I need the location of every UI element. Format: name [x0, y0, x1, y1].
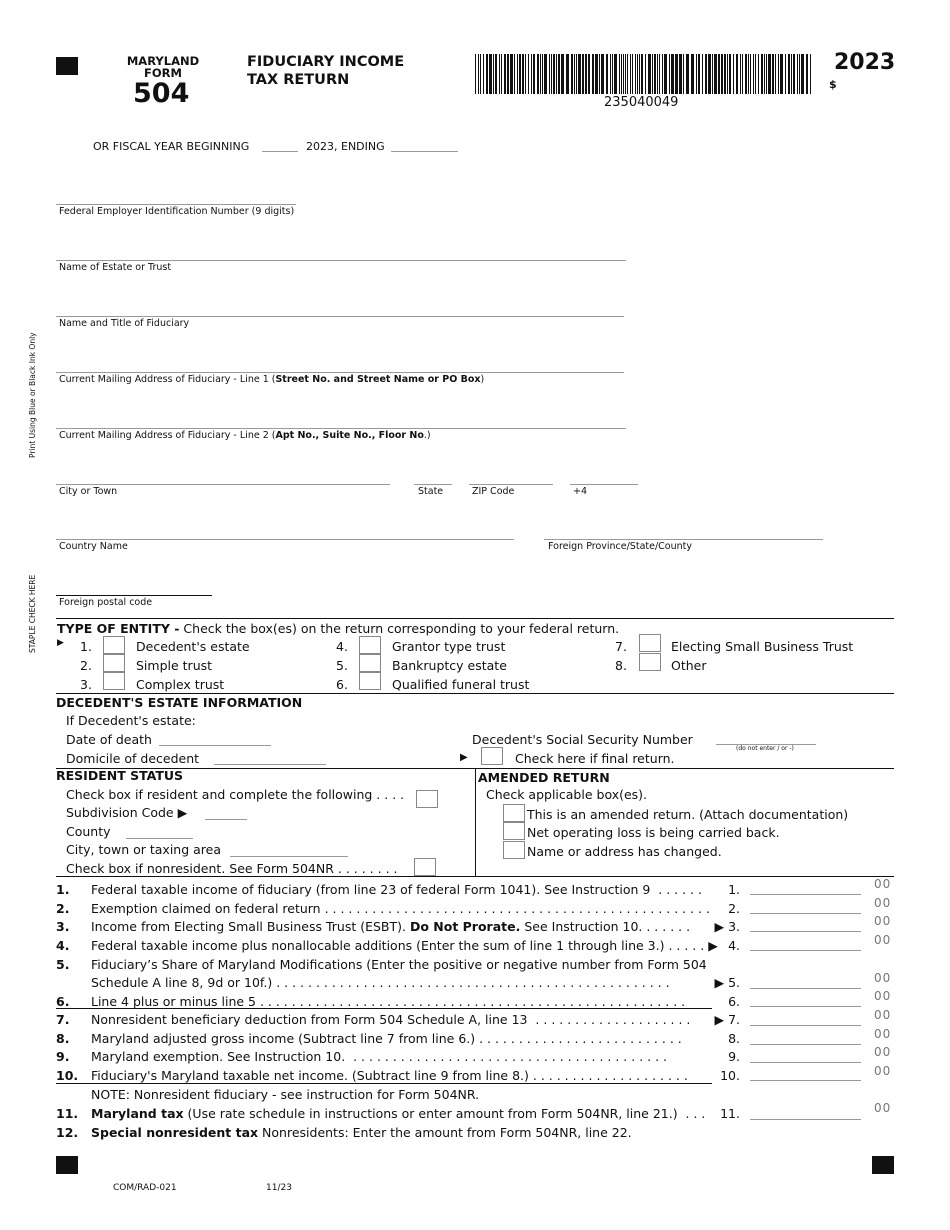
barcode-bar	[619, 54, 620, 94]
line-9-number: 9.	[56, 1049, 70, 1064]
line-2-text: Exemption claimed on federal return . . . . . . . . . . . . . . . . . . . . . . . . . . . . . . . . . . . . . . . . . . . . . . . . .	[91, 901, 711, 916]
barcode-bar	[625, 54, 626, 94]
name-address-changed-label: Name or address has changed.	[527, 844, 722, 859]
line-7-amount-field[interactable]	[750, 1025, 861, 1026]
barcode-bar	[669, 54, 670, 94]
line-1-ref: 1.	[728, 882, 740, 897]
entity-num-5: 5.	[336, 658, 348, 673]
line-6-ref: 6.	[728, 994, 740, 1009]
barcode-bar	[645, 54, 646, 94]
barcode-bar	[571, 54, 573, 94]
fiduciary-name-label: Name and Title of Fiduciary	[59, 318, 190, 329]
fiduciary-name-field[interactable]	[56, 316, 624, 317]
subdivision-code-field[interactable]	[205, 819, 247, 820]
barcode-bar	[531, 54, 532, 94]
decedent-if-estate: If Decedent's estate:	[66, 713, 196, 728]
line-7-ref: ▶ 7.	[714, 1012, 740, 1027]
name-address-changed-checkbox[interactable]	[503, 841, 525, 859]
line-10-text: Fiduciary's Maryland taxable net income. (Subtract line 9 from line 8.) . . . . . . . . . . . . . . . . . . . .	[91, 1068, 688, 1083]
line-6-number: 6.	[56, 994, 70, 1009]
barcode-bar	[612, 54, 613, 94]
line-1-text: Federal taxable income of fiduciary (from line 23 of federal Form 1041). See Instruction 9 . . . . . .	[91, 882, 702, 897]
nonresident-checkbox[interactable]	[414, 858, 436, 876]
line-5-text: Fiduciary’s Share of Maryland Modifications (Enter the positive or negative number from Form 504	[91, 957, 707, 972]
barcode-bar	[718, 54, 720, 94]
entity-label-grantor-trust: Grantor type trust	[392, 639, 506, 654]
line-7-text: Nonresident beneficiary deduction from Form 504 Schedule A, line 13 . . . . . . . . . . . . . . . . . . . .	[91, 1012, 691, 1027]
barcode-bar	[768, 54, 771, 94]
final-return-label: Check here if final return.	[515, 751, 675, 766]
line-2-amount-field[interactable]	[750, 913, 861, 914]
barcode-bar	[483, 54, 484, 94]
barcode-bar	[801, 54, 804, 94]
barcode-bar	[696, 54, 697, 94]
barcode-bar	[654, 54, 656, 94]
barcode-bar	[556, 54, 557, 94]
barcode-bar	[551, 54, 552, 94]
barcode-bar	[501, 54, 502, 94]
barcode-bar	[519, 54, 521, 94]
fein-field[interactable]	[56, 204, 296, 205]
entity-checkbox-complex-trust[interactable]	[103, 672, 125, 690]
line-5-ref: ▶ 5.	[714, 975, 740, 990]
entity-label-simple-trust: Simple trust	[136, 658, 213, 673]
barcode-bar	[761, 54, 763, 94]
barcode-bar	[708, 54, 711, 94]
barcode-bar	[493, 54, 494, 94]
barcode-bar	[614, 54, 617, 94]
barcode-bar	[558, 54, 560, 94]
address-line1-field[interactable]	[56, 372, 624, 373]
city-label: City or Town	[59, 486, 118, 497]
barcode-bar	[714, 54, 717, 94]
fiscal-year-end-field[interactable]	[391, 151, 458, 152]
line-5-amount-field[interactable]	[750, 988, 861, 989]
ink-note: Print Using Blue or Black Ink Only	[28, 332, 37, 458]
entity-num-7: 7.	[615, 639, 627, 654]
fiscal-year-ending-label: 2023, ENDING	[306, 140, 385, 153]
divider-decedent	[56, 693, 894, 694]
barcode-bar	[578, 54, 581, 94]
line-6-cents: 00	[874, 989, 892, 1003]
barcode-bar	[537, 54, 539, 94]
entity-checkbox-funeral-trust[interactable]	[359, 672, 381, 690]
state-label: State	[418, 486, 444, 497]
line-4-text: Federal taxable income plus nonallocable additions (Enter the sum of line 1 through line 3.) . . . . . ▶	[91, 938, 718, 953]
line-10-number: 10.	[56, 1068, 79, 1083]
entity-num-4: 4.	[336, 639, 348, 654]
final-return-checkbox[interactable]	[481, 747, 503, 765]
foreign-postal-label: Foreign postal code	[59, 597, 153, 608]
barcode-bar	[750, 54, 751, 94]
date-of-death-field[interactable]	[159, 745, 271, 746]
foreign-province-field[interactable]	[544, 539, 823, 540]
barcode-bar	[797, 54, 798, 94]
barcode-bar	[595, 54, 598, 94]
county-field[interactable]	[126, 838, 193, 839]
entity-label-decedent-estate: Decedent's estate	[136, 639, 250, 654]
amended-instruction: Check applicable box(es).	[486, 787, 648, 802]
barcode-bar	[683, 54, 684, 94]
entity-num-6: 6.	[336, 677, 348, 692]
barcode-bar	[785, 54, 786, 94]
nol-carryback-checkbox[interactable]	[503, 822, 525, 840]
estate-name-label: Name of Estate or Trust	[59, 262, 172, 273]
line-3-amount-field[interactable]	[750, 931, 861, 932]
barcode-bar	[574, 54, 575, 94]
barcode-bar	[478, 54, 479, 94]
line-5-number: 5.	[56, 957, 70, 972]
barcode-bar	[675, 54, 678, 94]
county-label: County	[66, 824, 111, 839]
entity-arrow-icon: ▶	[57, 638, 64, 648]
entity-checkbox-grantor-trust[interactable]	[359, 636, 381, 654]
line-8-cents: 00	[874, 1027, 892, 1041]
estate-name-field[interactable]	[56, 260, 626, 261]
foreign-postal-field[interactable]	[56, 595, 212, 596]
barcode-bar	[592, 54, 594, 94]
dollar-sign: $	[829, 78, 837, 91]
barcode-bar	[652, 54, 653, 94]
barcode-bar	[635, 54, 636, 94]
barcode-bar	[475, 54, 476, 94]
divider-lines	[56, 876, 894, 877]
state-label: MARYLAND	[126, 54, 200, 68]
line-2-ref: 2.	[728, 901, 740, 916]
resident-check-label: Check box if resident and complete the following . . . .	[66, 787, 405, 802]
barcode-bar	[806, 54, 808, 94]
zip-field[interactable]	[469, 484, 553, 485]
barcode-bar	[486, 54, 488, 94]
barcode-bar	[742, 54, 743, 94]
subdivision-code-label: Subdivision Code ▶	[66, 805, 188, 820]
barcode-bar	[561, 54, 564, 94]
barcode-bar	[542, 54, 543, 94]
barcode-bar	[510, 54, 513, 94]
line-9-cents: 00	[874, 1045, 892, 1059]
line-11-text: Maryland tax (Use rate schedule in instructions or enter amount from Form 504NR, line 21.) . . .	[91, 1106, 706, 1121]
line-8-amount-field[interactable]	[750, 1044, 861, 1045]
barcode-bar	[480, 54, 481, 94]
line-4-number: 4.	[56, 938, 70, 953]
barcode-bar	[514, 54, 515, 94]
barcode-bar	[533, 54, 535, 94]
barcode-bar	[576, 54, 577, 94]
barcode-bar	[489, 54, 492, 94]
entity-checkbox-decedent-estate[interactable]	[103, 636, 125, 654]
nol-carryback-label: Net operating loss is being carried back.	[527, 825, 780, 840]
barcode-bar	[504, 54, 506, 94]
form-label: FORM	[144, 66, 182, 80]
barcode-bar	[721, 54, 723, 94]
registration-mark-bottom-left	[56, 1156, 78, 1174]
line-3-cents: 00	[874, 914, 892, 928]
barcode-bar	[507, 54, 509, 94]
resident-checkbox[interactable]	[416, 790, 438, 808]
barcode-bar	[632, 54, 633, 94]
zip4-field[interactable]	[570, 484, 638, 485]
line-5-cents: 00	[874, 971, 892, 985]
line-11-number: 11.	[56, 1106, 79, 1121]
barcode-bar	[772, 54, 774, 94]
entity-checkbox-bankruptcy-estate[interactable]	[359, 654, 381, 672]
line-2-cents: 00	[874, 896, 892, 910]
barcode-bar	[641, 54, 643, 94]
barcode-bar	[727, 54, 728, 94]
barcode-bar	[691, 54, 694, 94]
entity-label-other: Other	[671, 658, 707, 673]
line-11-cents: 00	[874, 1101, 892, 1115]
barcode-bar	[566, 54, 569, 94]
barcode-bar	[599, 54, 600, 94]
barcode-bar	[659, 54, 660, 94]
nonresident-note: NOTE: Nonresident fiduciary - see instruction for Form 504NR.	[91, 1087, 480, 1102]
decedent-ssn-note: (do not enter / or -)	[736, 745, 794, 752]
barcode-bar	[740, 54, 741, 94]
line-7-number: 7.	[56, 1012, 70, 1027]
barcode-bar	[582, 54, 584, 94]
barcode-bar	[664, 54, 667, 94]
barcode-bar	[745, 54, 747, 94]
barcode-bar	[755, 54, 756, 94]
barcode-bar	[630, 54, 631, 94]
barcode-bar	[698, 54, 700, 94]
line-1-amount-field[interactable]	[750, 894, 861, 895]
resident-city-label: City, town or taxing area	[66, 842, 222, 857]
divider-vertical-resident-amended	[475, 768, 476, 876]
address-line2-label: Current Mailing Address of Fiduciary - Line 2 (Apt No., Suite No., Floor No.)	[59, 430, 431, 441]
barcode-bar	[788, 54, 790, 94]
line-10-amount-field[interactable]	[750, 1080, 861, 1081]
barcode-bar	[601, 54, 604, 94]
entity-checkbox-esbt[interactable]	[639, 634, 661, 652]
barcode-bar	[495, 54, 497, 94]
barcode-bar	[810, 54, 811, 94]
line-4-ref: 4.	[728, 938, 740, 953]
barcode-bar	[528, 54, 529, 94]
line-3-ref: ▶ 3.	[714, 919, 740, 934]
barcode-bar	[705, 54, 707, 94]
line-10-cents: 00	[874, 1064, 892, 1078]
entity-num-2: 2.	[80, 658, 92, 673]
barcode-bar	[540, 54, 541, 94]
barcode-bar	[671, 54, 674, 94]
form-revision-date: 11/23	[266, 1183, 292, 1193]
address-line1-label: Current Mailing Address of Fiduciary - Line 1 (Street No. and Street Name or PO Box)	[59, 374, 485, 385]
barcode-bar	[799, 54, 800, 94]
decedent-ssn-label: Decedent's Social Security Number	[472, 732, 693, 747]
line-4-amount-field[interactable]	[750, 950, 861, 951]
line-6-amount-field[interactable]	[750, 1006, 861, 1007]
barcode-bar	[585, 54, 587, 94]
nonresident-check-label: Check box if nonresident. See Form 504NR . . . . . . . .	[66, 861, 398, 876]
domicile-field[interactable]	[214, 764, 326, 765]
barcode-bar	[748, 54, 749, 94]
form-code: COM/RAD-021	[113, 1183, 177, 1193]
form-title-line2: TAX RETURN	[247, 72, 350, 88]
barcode-bar	[517, 54, 518, 94]
entity-label-bankruptcy-estate: Bankruptcy estate	[392, 658, 507, 673]
entity-num-8: 8.	[615, 658, 627, 673]
barcode-bar	[627, 54, 628, 94]
barcode-bar	[621, 54, 622, 94]
line-6-underline	[56, 1008, 712, 1009]
entity-label-funeral-trust: Qualified funeral trust	[392, 677, 530, 692]
barcode-bar	[522, 54, 524, 94]
barcode	[475, 54, 813, 94]
line-11-amount-field[interactable]	[750, 1119, 861, 1120]
barcode-bar	[775, 54, 776, 94]
barcode-bar	[758, 54, 759, 94]
barcode-bar	[724, 54, 726, 94]
line-4-cents: 00	[874, 933, 892, 947]
line-8-ref: 8.	[728, 1031, 740, 1046]
amended-heading: AMENDED RETURN	[478, 770, 610, 785]
entity-label-complex-trust: Complex trust	[136, 677, 225, 692]
zip4-label: +4	[573, 486, 588, 497]
line-3-number: 3.	[56, 919, 70, 934]
barcode-bar	[588, 54, 590, 94]
barcode-bar	[766, 54, 767, 94]
barcode-number: 235040049	[604, 95, 679, 110]
barcode-bar	[637, 54, 638, 94]
barcode-bar	[780, 54, 783, 94]
entity-checkbox-simple-trust[interactable]	[103, 654, 125, 672]
barcode-bar	[764, 54, 765, 94]
entity-num-3: 3.	[80, 677, 92, 692]
barcode-bar	[793, 54, 795, 94]
resident-city-field[interactable]	[230, 856, 348, 857]
line-10-underline	[56, 1083, 712, 1084]
entity-heading: TYPE OF ENTITY - Check the box(es) on the return corresponding to your federal return.	[57, 621, 620, 636]
final-return-arrow-icon: ▶	[460, 752, 468, 763]
barcode-bar	[544, 54, 547, 94]
foreign-province-label: Foreign Province/State/County	[548, 541, 692, 552]
barcode-bar	[610, 54, 611, 94]
amended-return-label: This is an amended return. (Attach documentation)	[527, 807, 849, 822]
zip-label: ZIP Code	[472, 486, 515, 497]
address-line2-field[interactable]	[56, 428, 626, 429]
line-9-text: Maryland exemption. See Instruction 10. . . . . . . . . . . . . . . . . . . . . . . . . . . . . . . . . . . . . . . . .	[91, 1049, 668, 1064]
state-field[interactable]	[414, 484, 452, 485]
line-10-ref: 10.	[720, 1068, 740, 1083]
entity-label-esbt: Electing Small Business Trust	[671, 639, 854, 654]
entity-checkbox-other[interactable]	[639, 653, 661, 671]
barcode-bar	[753, 54, 754, 94]
fiscal-year-label: OR FISCAL YEAR BEGINNING	[93, 140, 250, 153]
registration-mark-top-left	[56, 57, 78, 75]
fein-label: Federal Employer Identification Number (9 digits)	[59, 206, 295, 217]
line-5-text-cont: Schedule A line 8, 9d or 10f.) . . . . . . . . . . . . . . . . . . . . . . . . . . . . . . . . . . . . . . . . . . . . . . . . . .	[91, 975, 670, 990]
registration-mark-bottom-right	[872, 1156, 894, 1174]
barcode-bar	[686, 54, 689, 94]
line-6-text: Line 4 plus or minus line 5 . . . . . . . . . . . . . . . . . . . . . . . . . . . . . . . . . . . . . . . . . . . . . . . . . . . . . .	[91, 994, 686, 1009]
barcode-bar	[606, 54, 608, 94]
entity-num-1: 1.	[80, 639, 92, 654]
city-field[interactable]	[56, 484, 390, 485]
date-of-death-label: Date of death	[66, 732, 152, 747]
barcode-bar	[553, 54, 555, 94]
line-8-text: Maryland adjusted gross income (Subtract line 7 from line 6.) . . . . . . . . . . . . . . . . . . . . . . . . . .	[91, 1031, 682, 1046]
line-12-text: Special nonresident tax Nonresidents: Enter the amount from Form 504NR, line 22.	[91, 1125, 632, 1140]
line-8-number: 8.	[56, 1031, 70, 1046]
line-9-ref: 9.	[728, 1049, 740, 1064]
country-field[interactable]	[56, 539, 514, 540]
line-1-number: 1.	[56, 882, 70, 897]
staple-note: STAPLE CHECK HERE	[28, 574, 37, 653]
line-2-number: 2.	[56, 901, 70, 916]
barcode-bar	[549, 54, 550, 94]
domicile-label: Domicile of decedent	[66, 751, 200, 766]
divider-entity	[56, 618, 894, 619]
fiscal-year-begin-field[interactable]	[262, 151, 298, 152]
barcode-bar	[662, 54, 663, 94]
barcode-bar	[729, 54, 731, 94]
country-label: Country Name	[59, 541, 128, 552]
barcode-bar	[679, 54, 682, 94]
amended-return-checkbox[interactable]	[503, 804, 525, 822]
barcode-bar	[702, 54, 703, 94]
barcode-bar	[623, 54, 624, 94]
line-3-text: Income from Electing Small Business Trust (ESBT). Do Not Prorate. See Instruction 10. . . . . . .	[91, 919, 691, 934]
resident-heading: RESIDENT STATUS	[56, 768, 184, 783]
line-11-ref: 11.	[720, 1106, 740, 1121]
barcode-bar	[778, 54, 779, 94]
form-number: 504	[133, 78, 190, 109]
barcode-bar	[736, 54, 738, 94]
line-9-amount-field[interactable]	[750, 1062, 861, 1063]
line-12-number: 12.	[56, 1125, 79, 1140]
barcode-bar	[648, 54, 651, 94]
barcode-bar	[639, 54, 640, 94]
decedent-heading: DECEDENT'S ESTATE INFORMATION	[56, 695, 303, 710]
barcode-bar	[712, 54, 713, 94]
barcode-bar	[499, 54, 500, 94]
barcode-bar	[525, 54, 526, 94]
barcode-bar	[791, 54, 792, 94]
barcode-bar	[733, 54, 734, 94]
barcode-bar	[657, 54, 658, 94]
line-7-cents: 00	[874, 1008, 892, 1022]
line-1-cents: 00	[874, 877, 892, 891]
tax-year: 2023	[834, 50, 896, 75]
form-title-line1: FIDUCIARY INCOME	[247, 54, 405, 70]
